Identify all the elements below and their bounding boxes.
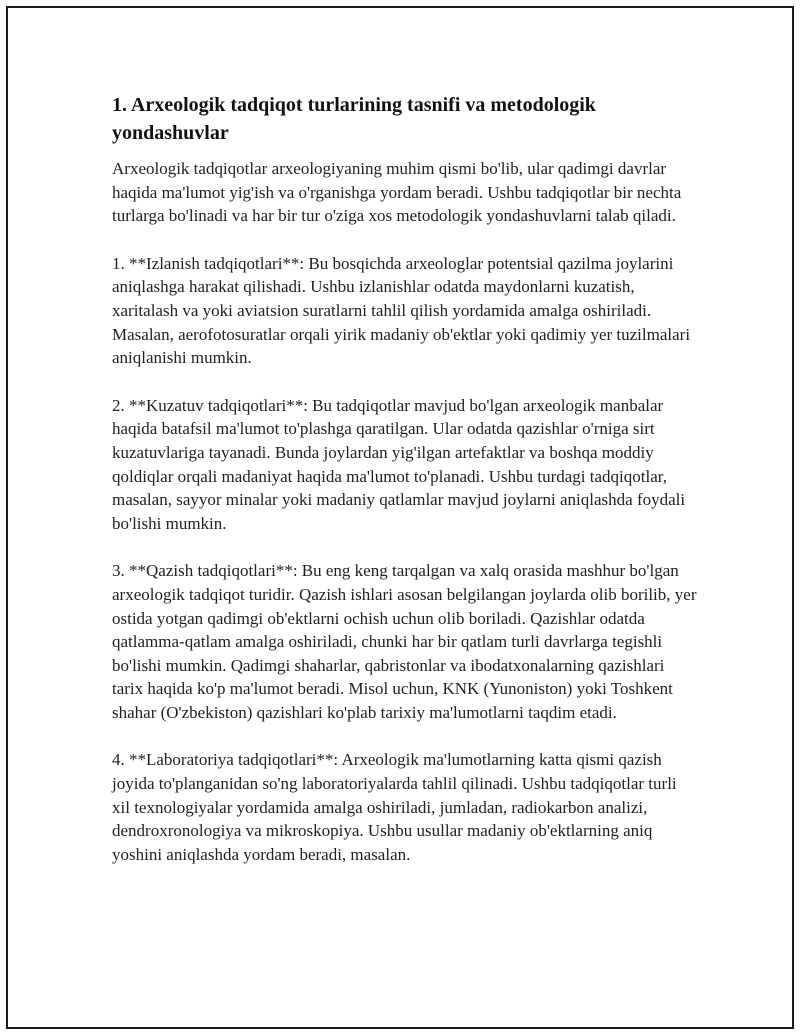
paragraph-izlanish: 1. **Izlanish tadqiqotlari**: Bu bosqichda arxeologlar potentsial qazilma joylarini aniqlashga harakat qilishadi. Ushbu izlanishlar odatda maydonlarni kuzatish, xaritalash va yoki aviatsion suratlarni tahlil qilish yordamida amalga oshiriladi. Masalan, aerofotosuratlar orqali yirik madaniy ob'ektlar yoki qadimiy yer tuzilmalari aniqlanishi mumkin. bbox=[112, 253, 691, 368]
paragraph-kuzatuv: 2. **Kuzatuv tadqiqotlari**: Bu tadqiqotlar mavjud bo'lgan arxeologik manbalar haqida batafsil ma'lumot to'plashga qaratilgan. Ular odatda qazishlar o'rniga sirt kuzatuvlariga tayanadi. Bunda joylardan yig'ilgan artefaktlar va boshqa moddiy qoldiqlar orqali madaniyat haqida ma'lumot to'planadi. Ushbu turdagi tadqiqotlar, masalan, sayyor minalar yoki madaniy qatlamlar mavjud joylarni aniqlashda foydali bo'lishi mumkin. bbox=[112, 395, 686, 533]
paragraph-laboratoriya: 4. **Laboratoriya tadqiqotlari**: Arxeologik ma'lumotlarning katta qismi qazish joyida to'planganidan so'ng laboratoriyalarda tahlil qilinadi. Ushbu tadqiqotlar turli xil texnologiyalar yordamida amalga oshiriladi, jumladan, radiokarbon analizi, dendroxronologiya va mikroskopiya. Ushbu usullar madaniy ob'ektlarning aniq yoshini aniqlashda yordam beradi, masalan. bbox=[112, 750, 677, 864]
paragraph-qazish: 3. **Qazish tadqiqotlari**: Bu eng keng tarqalgan va xalq orasida mashhur bo'lgan arxeologik tadqiqot turidir. Qazish ishlari asosan belgilangan joylarda olib borilib, yer ostida yotgan qadimgi ob'ektlarni ochish uchun olib boriladi. Qazishlar odatda qatlamma-qatlam amalga oshiriladi, chunki har bir qatlam turli davrlarga tegishli bo'lishi mumkin. Qadimgi shaharlar, qabristonlar va ibodatxonalarning qazishlari tarix haqida ko'p ma'lumot beradi. Misol uchun, KNK (Yunoniston) yoki Toshkent shahar (O'zbekiston) qazishlari ko'plab tarixiy ma'lumotlarni taqdim etadi. bbox=[112, 561, 697, 722]
paragraph-intro: Arxeologik tadqiqotlar arxeologiyaning muhim qismi bo'lib, ular qadimgi davrlar haqida ma'lumot yig'ish va o'rganishga yordam beradi. Ushbu tadqiqotlar bir nechta turlarga bo'linadi va har bir tur o'ziga xos metodologik yondashuvlarni talab qiladi. bbox=[112, 159, 682, 226]
document-title: 1. Arxeologik tadqiqot turlarining tasnifi va metodologik yondashuvlar bbox=[112, 94, 596, 144]
document-body bbox=[112, 91, 698, 890]
